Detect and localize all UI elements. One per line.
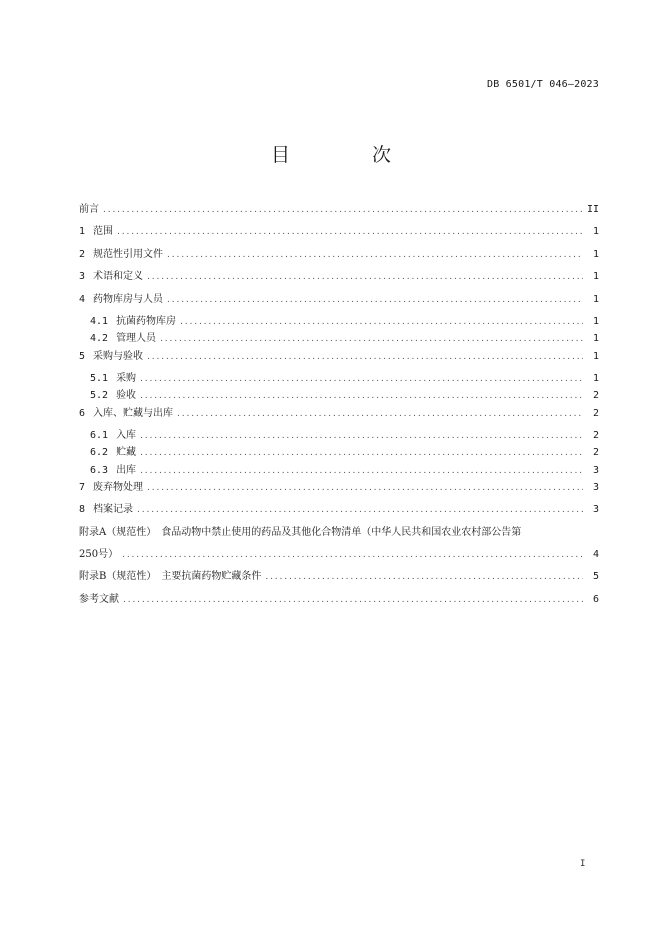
toc-entry-label	[79, 443, 136, 458]
toc-title: 目 次	[270, 144, 430, 166]
toc-entry-text: 附录B（规范性） 主要抗菌药物贮藏条件	[79, 571, 262, 583]
toc-entry-number: 1	[79, 226, 86, 238]
toc-entry-label	[79, 590, 119, 605]
toc-entry-text: 范围	[93, 226, 114, 238]
toc-entry-page: 3	[592, 481, 599, 493]
toc-entry-number: 5	[79, 350, 86, 362]
toc-entry-number: 4	[79, 293, 86, 305]
toc-entry[interactable]	[79, 426, 599, 443]
toc-entry-text: 术语和定义	[93, 271, 144, 283]
toc-entry-page: 6	[592, 593, 599, 605]
toc-entry-label	[79, 369, 136, 384]
toc-leader-dots	[140, 391, 583, 401]
toc-entry-number: 7	[79, 481, 86, 493]
toc-entry-page: 3	[592, 504, 599, 516]
toc-entry-label	[79, 567, 261, 582]
toc-entry-number: 5.2	[90, 390, 109, 402]
toc-entry-text: 规范性引用文件	[93, 248, 164, 260]
toc-entry-number: 2	[79, 248, 86, 260]
toc-entry-label	[79, 312, 176, 327]
toc-entry[interactable]	[79, 267, 599, 289]
toc-entry[interactable]	[79, 245, 599, 267]
toc-entry[interactable]	[79, 386, 599, 403]
toc-leader-dots	[103, 205, 583, 215]
toc-entry-text: 废弃物处理	[93, 481, 144, 493]
toc-entry-label	[79, 200, 99, 215]
toc-entry-number: 5.1	[90, 372, 109, 384]
toc-entry-page: 2	[592, 447, 599, 459]
toc-leader-dots	[265, 572, 583, 582]
toc-entry-text: 250号）	[79, 548, 119, 560]
toc-entry-page: 1	[592, 271, 599, 283]
toc-entry-page: 2	[592, 407, 599, 419]
toc-entry[interactable]	[79, 312, 599, 329]
toc-entry-page: 1	[592, 350, 599, 362]
toc-entry-label	[79, 500, 133, 515]
toc-entry-label	[79, 386, 136, 401]
toc-entry-number: 6.1	[90, 429, 109, 441]
toc-entry-number: 3	[79, 271, 86, 283]
toc-entry-text: 采购	[116, 372, 137, 384]
toc-entry-text: 档案记录	[93, 504, 134, 516]
toc-entry-label	[79, 222, 113, 237]
page-number: I	[580, 859, 586, 869]
toc-entry[interactable]	[79, 461, 599, 478]
toc-entry-label	[79, 404, 173, 419]
toc-leader-dots	[160, 334, 583, 344]
toc-entry-text: 管理人员	[116, 333, 157, 345]
toc-leader-dots	[167, 295, 583, 305]
toc-entry-page: 1	[592, 226, 599, 238]
toc-entry-label	[79, 478, 143, 493]
toc-entry-page: 1	[592, 293, 599, 305]
toc-entry-label	[79, 426, 136, 441]
toc-entry[interactable]	[79, 347, 599, 369]
toc-entry[interactable]	[79, 222, 599, 244]
toc-leader-dots	[137, 505, 583, 515]
toc-entry-number: 4.1	[90, 315, 109, 327]
toc-entry-label	[79, 245, 163, 260]
toc-leader-dots	[140, 374, 583, 384]
toc-entry-label	[79, 267, 143, 282]
toc-entry-number: 8	[79, 504, 86, 516]
toc-entry-number: 6.3	[90, 464, 109, 476]
toc-entry-label	[79, 461, 136, 476]
toc-entry[interactable]	[79, 200, 599, 222]
toc-leader-dots	[147, 272, 583, 282]
toc-entry[interactable]	[79, 523, 599, 545]
toc-entry[interactable]	[79, 443, 599, 460]
toc-entry-label	[79, 290, 163, 305]
toc-leader-dots	[147, 483, 583, 493]
toc-entry-page: 1	[592, 333, 599, 345]
toc-entry-text: 入库、贮藏与出库	[93, 407, 174, 419]
toc-leader-dots	[177, 409, 583, 419]
toc-entry-text: 前言	[79, 204, 99, 215]
toc-entry[interactable]	[79, 500, 599, 522]
toc-entry-text: 药物库房与人员	[93, 293, 164, 305]
toc-entry-page: 1	[592, 248, 599, 260]
toc-entry-page: 3	[592, 464, 599, 476]
toc-entry-text: 采购与验收	[93, 350, 144, 362]
toc-leader-dots	[167, 250, 583, 260]
table-of-contents	[79, 200, 599, 612]
toc-entry-page: 1	[592, 315, 599, 327]
document-code: DB 6501/T 046—2023	[487, 79, 599, 90]
toc-entry-number: 6	[79, 407, 86, 419]
toc-entry[interactable]	[79, 404, 599, 426]
toc-entry-number: 4.2	[90, 333, 109, 345]
toc-entry-text: 出库	[116, 464, 137, 476]
toc-entry[interactable]	[79, 545, 599, 567]
toc-entry-text: 参考文献	[79, 593, 119, 605]
toc-entry[interactable]	[79, 567, 599, 589]
toc-entry-text: 附录A（规范性） 食品动物中禁止使用的药品及其他化合物清单（中华人民共和国农业农村部公告第	[79, 526, 522, 538]
toc-entry[interactable]	[79, 290, 599, 312]
toc-entry-text: 抗菌药物库房	[116, 315, 177, 327]
toc-entry[interactable]	[79, 478, 599, 500]
toc-leader-dots	[117, 227, 583, 237]
toc-entry[interactable]	[79, 369, 599, 386]
toc-entry-text: 贮藏	[116, 447, 137, 459]
toc-entry-number: 6.2	[90, 447, 109, 459]
toc-leader-dots	[147, 352, 583, 362]
toc-entry-page: 1	[592, 372, 599, 384]
toc-entry[interactable]	[79, 590, 599, 612]
toc-entry-text: 验收	[116, 390, 137, 402]
toc-entry-page: 2	[592, 429, 599, 441]
toc-entry-page: II	[586, 204, 599, 215]
toc-leader-dots	[122, 550, 583, 560]
toc-entry-label	[79, 347, 143, 362]
toc-leader-dots	[140, 431, 583, 441]
toc-leader-dots	[123, 595, 583, 605]
toc-leader-dots	[140, 448, 583, 458]
toc-entry[interactable]	[79, 329, 599, 346]
toc-entry-label	[79, 523, 521, 538]
toc-entry-page: 4	[592, 548, 599, 560]
toc-leader-dots	[140, 466, 583, 476]
toc-entry-text: 入库	[116, 429, 137, 441]
toc-entry-page: 2	[592, 390, 599, 402]
toc-entry-page: 5	[592, 571, 599, 583]
toc-leader-dots	[180, 317, 583, 327]
toc-entry-label	[79, 545, 118, 560]
toc-entry-label	[79, 329, 156, 344]
